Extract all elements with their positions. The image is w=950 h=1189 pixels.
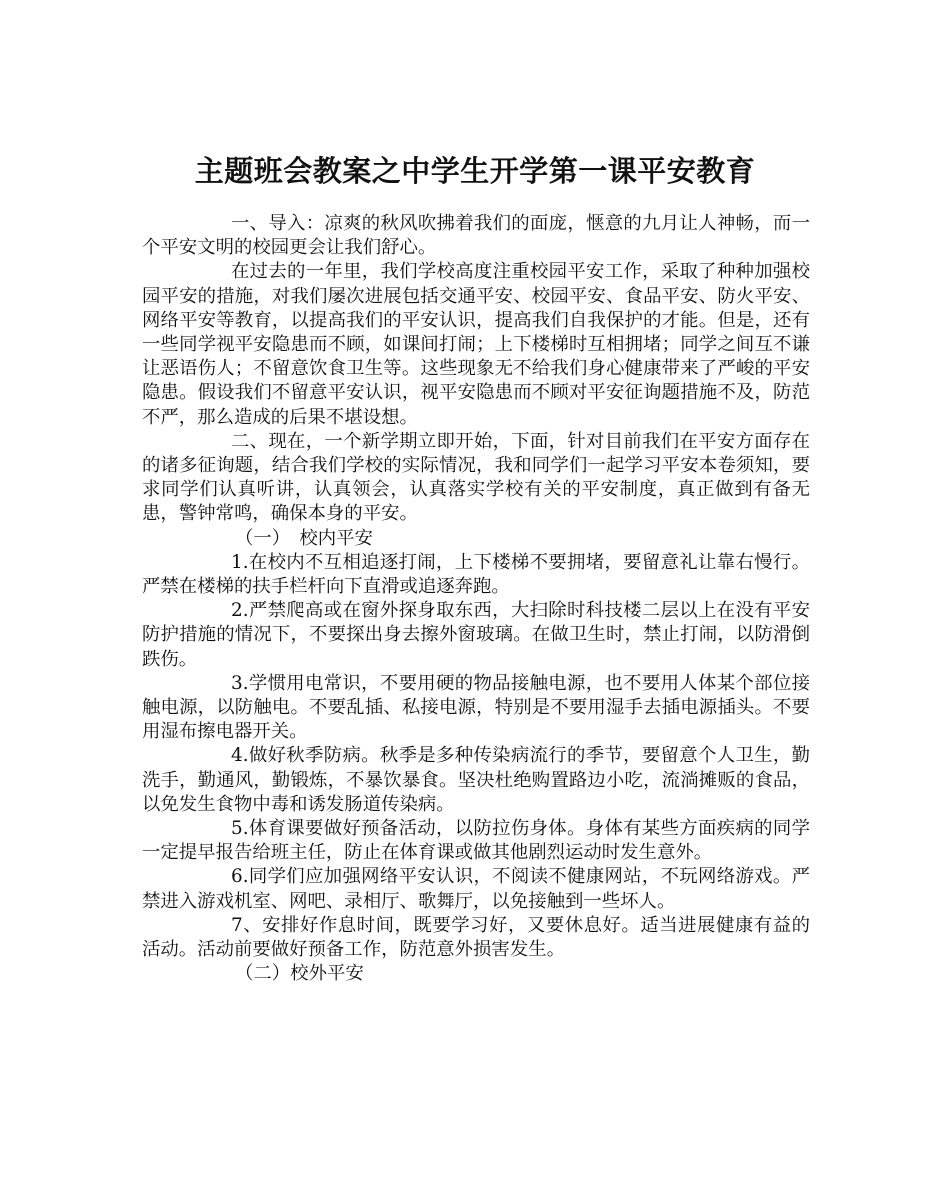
list-item-1: 1.在校内不互相追逐打闹，上下楼梯不要拥堵，要留意礼让靠右慢行。严禁在楼梯的扶手栏杆向下直滑或追逐奔跑。 bbox=[142, 551, 810, 598]
list-item-4: 4.做好秋季防病。秋季是多种传染病流行的季节，要留意个人卫生，勤洗手，勤通风，勤锻炼，不暴饮暴食。坚决杜绝购置路边小吃，流淌摊贩的食品，以免发生食物中毒和诱发肠道传染病。 bbox=[142, 745, 810, 815]
subheading-campus-safety: （一） 校内平安 bbox=[235, 527, 373, 549]
list-item-7: 7、安排好作息时间，既要学习好，又要休息好。适当进展健康有益的活动。活动前要做好预备工作，防范意外损害发生。 bbox=[142, 914, 810, 961]
list-item-6: 6.同学们应加强网络平安认识，不阅读不健康网站，不玩网络游戏。严禁进入游戏机室、网吧、录相厅、歌舞厅，以免接触到一些坏人。 bbox=[142, 866, 810, 912]
document-body bbox=[142, 212, 810, 987]
paragraph-intro: 一、导入：凉爽的秋风吹拂着我们的面庞，惬意的九月让人神畅，而一个平安文明的校园更会让我们舒心。 bbox=[142, 213, 810, 259]
paragraph-section-two: 二、现在，一个新学期立即开始，下面，针对目前我们在平安方面存在的诸多征询题，结合我们学校的实际情况，我和同学们一起学习平安本卷须知，要求同学们认真听讲，认真领会，认真落实学校有关的平安制度，真正做到有备无患，警钟常鸣，确保本身的平安。 bbox=[142, 430, 810, 525]
paragraph-background: 在过去的一年里，我们学校高度注重校园平安工作，采取了种种加强校园平安的措施，对我们屡次进展包括交通平安、校园平安、食品平安、防火平安、网络平安等教育，以提高我们的平安认识，提高我们自我保护的才能。但是，还有一些同学视平安隐患而不顾，如课间打闹；上下楼梯时互相拥堵；同学之间互不谦让恶语伤人；不留意饮食卫生等。这些现象无不给我们身心健康带来了严峻的平安隐患。假设我们不留意平安认识，视平安隐患而不顾对平安征询题措施不及，防范不严，那么造成的后果不堪设想。 bbox=[142, 261, 810, 428]
subheading-off-campus-safety: （二）校外平安 bbox=[235, 963, 364, 985]
document-title: 主题班会教案之中学生开学第一课平安教育 bbox=[194, 154, 756, 189]
list-item-5: 5.体育课要做好预备活动，以防拉伤身体。身体有某些方面疾病的同学一定提早报告给班主任，防止在体育课或做其他剧烈运动时发生意外。 bbox=[142, 818, 810, 864]
list-item-2: 2.严禁爬高或在窗外探身取东西，大扫除时科技楼二层以上在没有平安防护措施的情况下，不要探出身去擦外窗玻璃。在做卫生时，禁止打闹，以防滑倒跌伤。 bbox=[142, 600, 810, 670]
list-item-3: 3.学惯用电常识，不要用硬的物品接触电源，也不要用人体某个部位接触电源，以防触电。不要乱插、私接电源，特别是不要用湿手去插电源插头。不要用湿布擦电器开关。 bbox=[142, 672, 810, 743]
